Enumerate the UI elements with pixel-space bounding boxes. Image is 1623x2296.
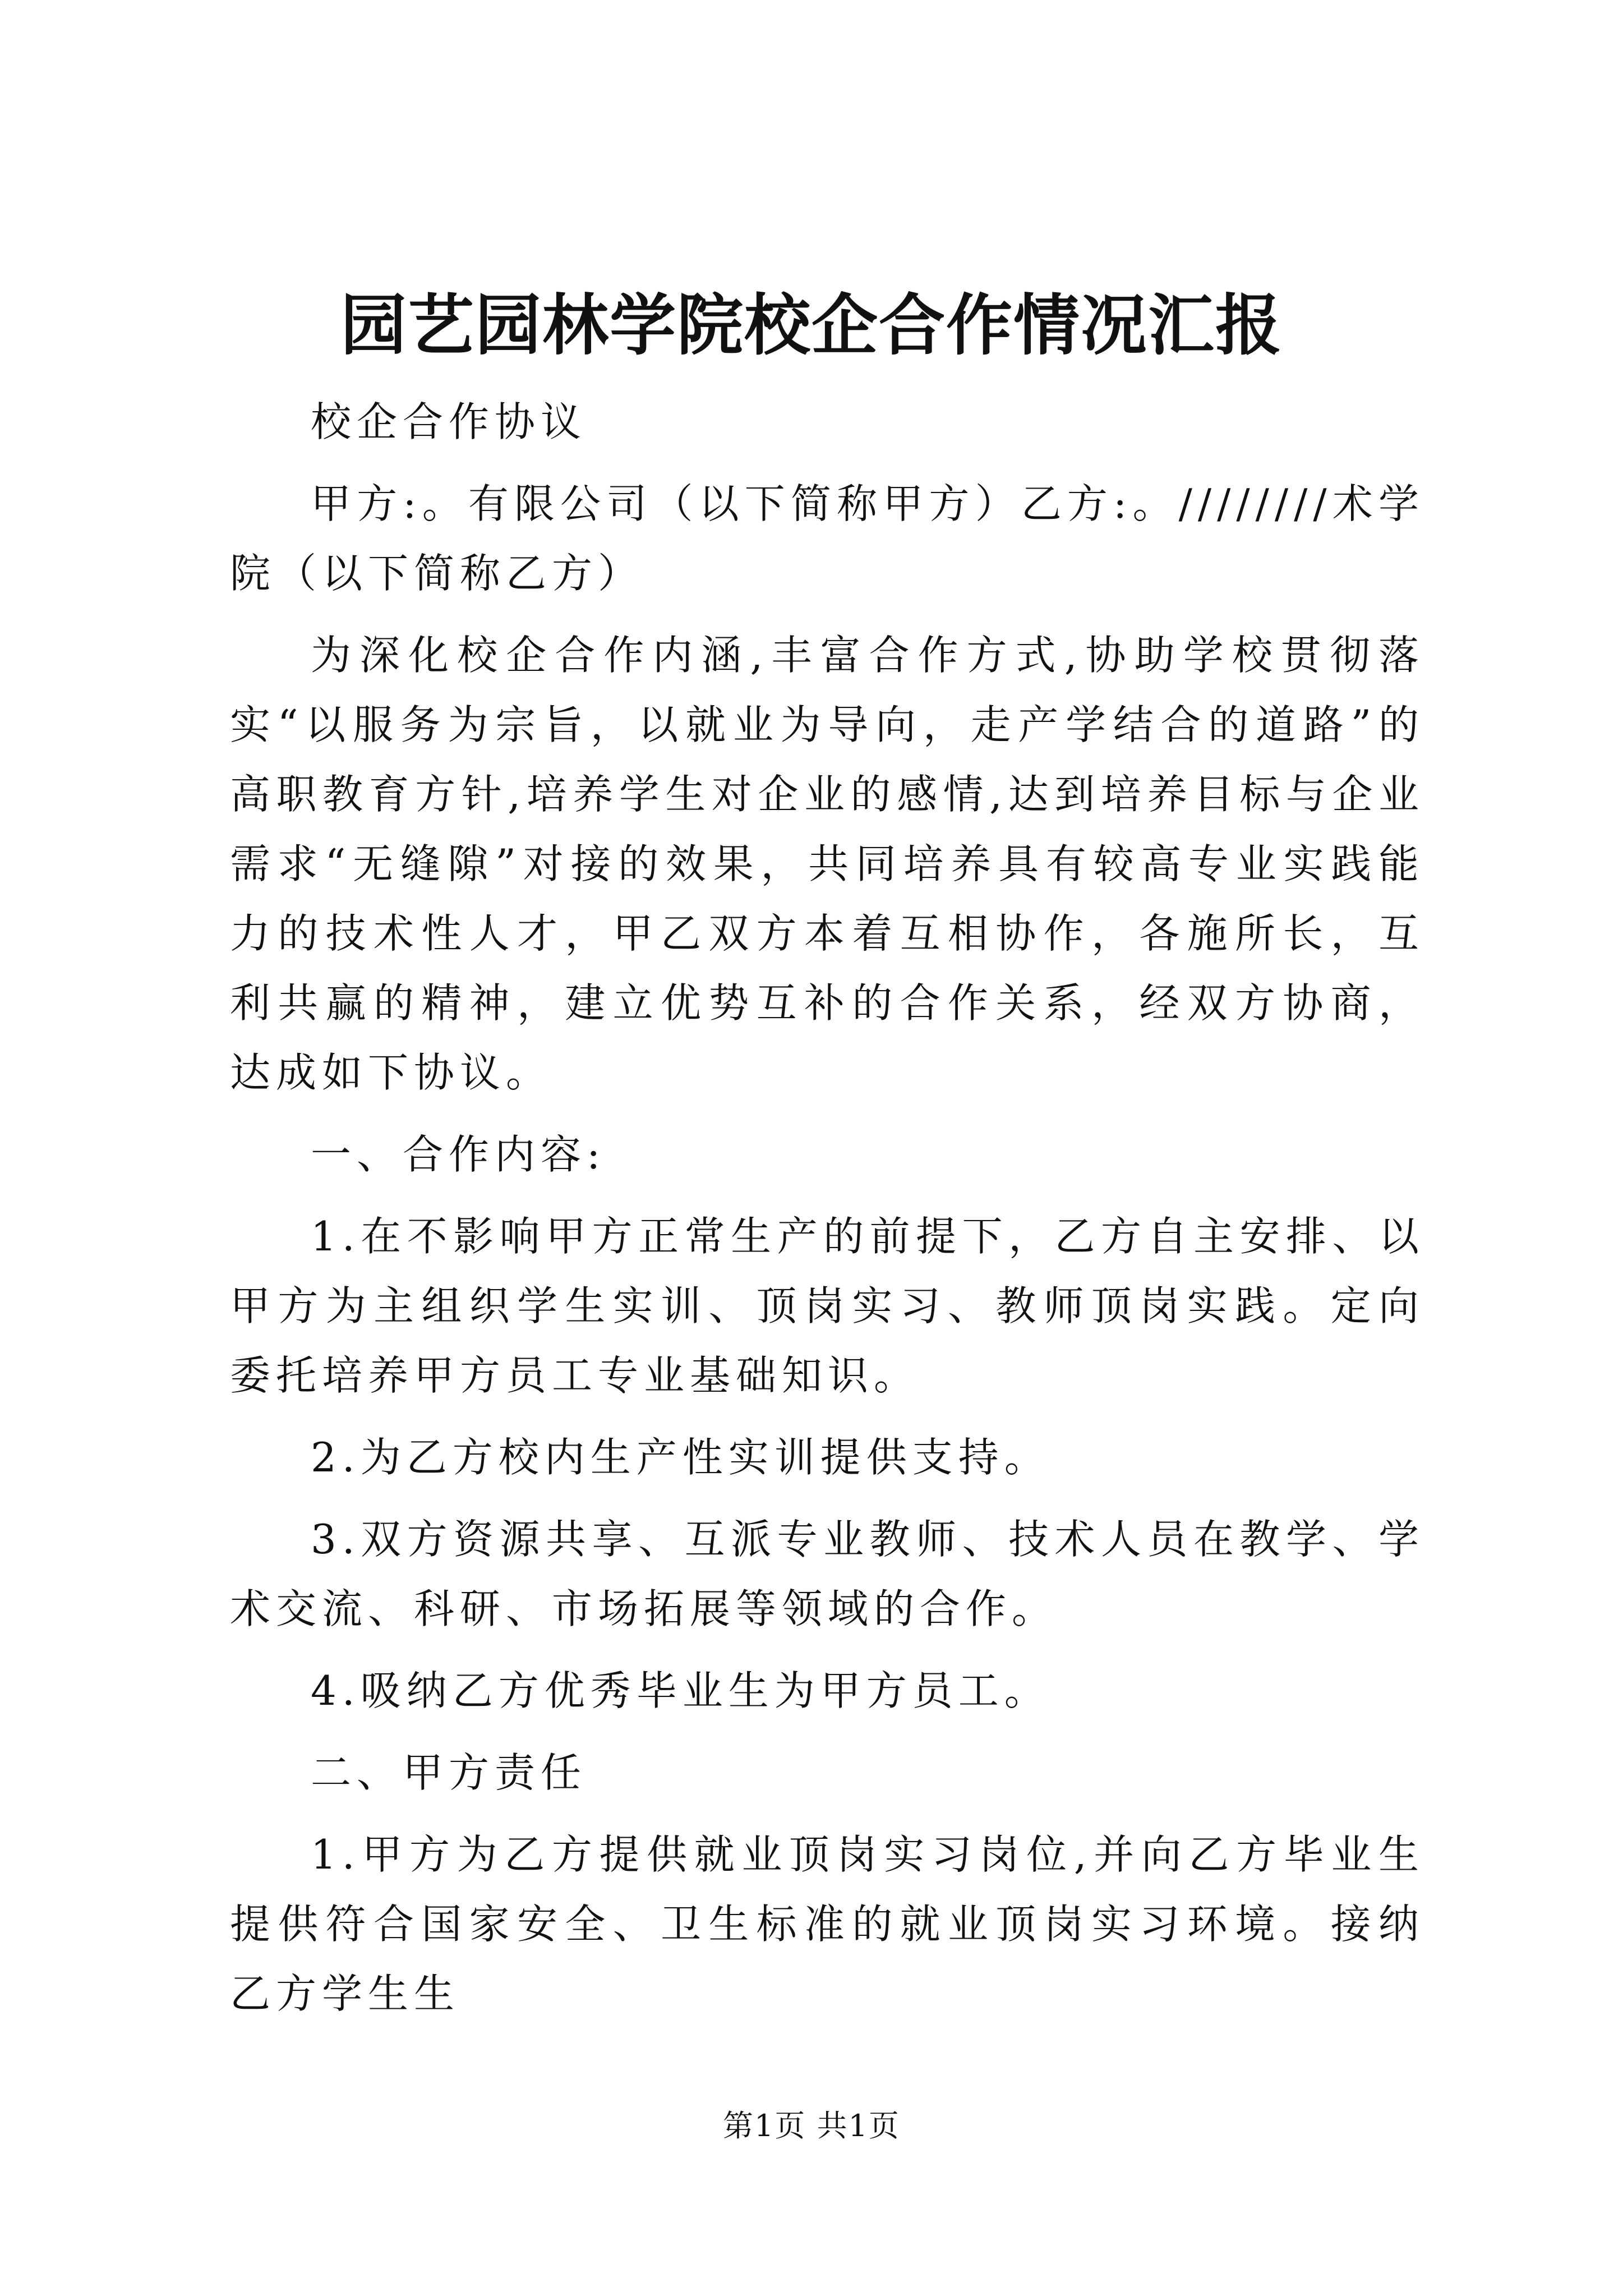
paragraph-party-a-duty-1: 1.甲方为乙方提供就业顶岗实习岗位,并向乙方毕业生提供符合国家安全、卫生标准的就业顶岗实习环境。接纳乙方学生生 [230, 1831, 1424, 2017]
section-heading-cooperation-content: 一、合作内容: [311, 1131, 606, 1178]
paragraph-item-1: 1.在不影响甲方正常生产的前提下，乙方自主安排、以甲方为主组织学生实训、顶岗实习、教师顶岗实践。定向委托培养甲方员工专业基础知识。 [230, 1213, 1424, 1399]
document-title: 园艺园林学院校企合作情况汇报 [340, 286, 1283, 364]
paragraph-parties: 甲方:。有限公司（以下简称甲方）乙方:。////////术学院（以下简称乙方） [230, 480, 1424, 597]
paragraph-item-4: 4.吸纳乙方优秀毕业生为甲方员工。 [311, 1667, 1050, 1714]
paragraph-item-3: 3.双方资源共享、互派专业教师、技术人员在教学、学术交流、科研、市场拓展等领域的合作。 [230, 1516, 1424, 1632]
paragraph-item-2: 2.为乙方校内生产性实训提供支持。 [311, 1434, 1050, 1481]
page-number-footer: 第1页 共1页 [723, 2108, 900, 2143]
section-heading-party-a-duties: 二、甲方责任 [311, 1749, 587, 1796]
paragraph-agreement-heading: 校企合作协议 [311, 398, 587, 445]
document-body [230, 387, 1424, 2041]
paragraph-preamble: 为深化校企合作内涵,丰富合作方式,协助学校贯彻落实“以服务为宗旨，以就业为导向，走产学结合的道路”的高职教育方针,培养学生对企业的感情,达到培养目标与企业需求“无缝隙”对接的效果，共同培养具有较高专业实践能力的技术性人才，甲乙双方本着互相协作，各施所长，互利共赢的精神，建立优势互补的合作关系，经双方协商，达成如下协议。 [230, 632, 1424, 1096]
